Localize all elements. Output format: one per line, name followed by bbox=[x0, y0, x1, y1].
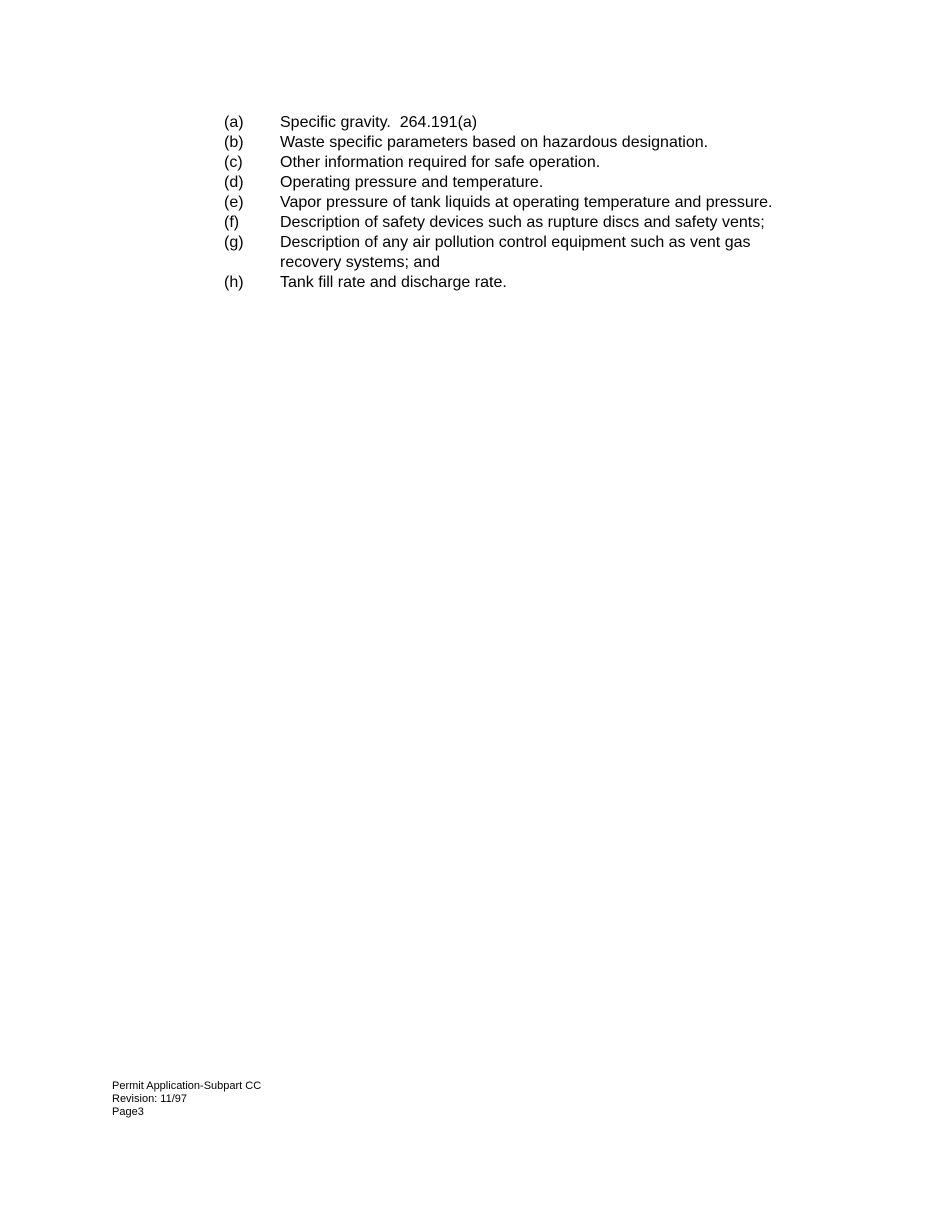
list-item bbox=[224, 213, 844, 233]
list-item-marker: (g) bbox=[224, 234, 244, 251]
list-item bbox=[224, 113, 844, 133]
list-item-text: Description of any air pollution control equipment such as vent gas recovery systems; and bbox=[280, 234, 755, 271]
list-item-text: Specific gravity. 264.191(a) bbox=[280, 114, 478, 131]
list-item bbox=[224, 153, 844, 173]
list-item-text: Vapor pressure of tank liquids at operating temperature and pressure. bbox=[280, 194, 773, 211]
list-item bbox=[224, 193, 844, 213]
footer-revision: Revision: 11/97 bbox=[112, 1093, 188, 1105]
list-item-text: Waste specific parameters based on hazardous designation. bbox=[280, 134, 709, 151]
list-item-marker: (b) bbox=[224, 134, 244, 151]
page-footer bbox=[112, 1080, 261, 1119]
list-item-text: Operating pressure and temperature. bbox=[280, 174, 544, 191]
list-item bbox=[224, 173, 844, 193]
list-item-text: Other information required for safe operation. bbox=[280, 154, 601, 171]
footer-page-number: Page3 bbox=[112, 1106, 144, 1118]
list-item-marker: (d) bbox=[224, 174, 244, 191]
list-item-marker: (a) bbox=[224, 114, 244, 131]
footer-document-title: Permit Application-Subpart CC bbox=[112, 1080, 262, 1092]
requirements-list bbox=[224, 113, 844, 293]
list-item-marker: (e) bbox=[224, 194, 244, 211]
list-item bbox=[224, 233, 844, 273]
list-item-text: Description of safety devices such as rupture discs and safety vents; bbox=[280, 214, 765, 231]
list-item-text: Tank fill rate and discharge rate. bbox=[280, 274, 507, 291]
list-item bbox=[224, 133, 844, 153]
list-item-marker: (c) bbox=[224, 154, 243, 171]
list-item-marker: (h) bbox=[224, 274, 244, 291]
list-item-marker: (f) bbox=[224, 214, 240, 231]
list-item bbox=[224, 273, 844, 293]
